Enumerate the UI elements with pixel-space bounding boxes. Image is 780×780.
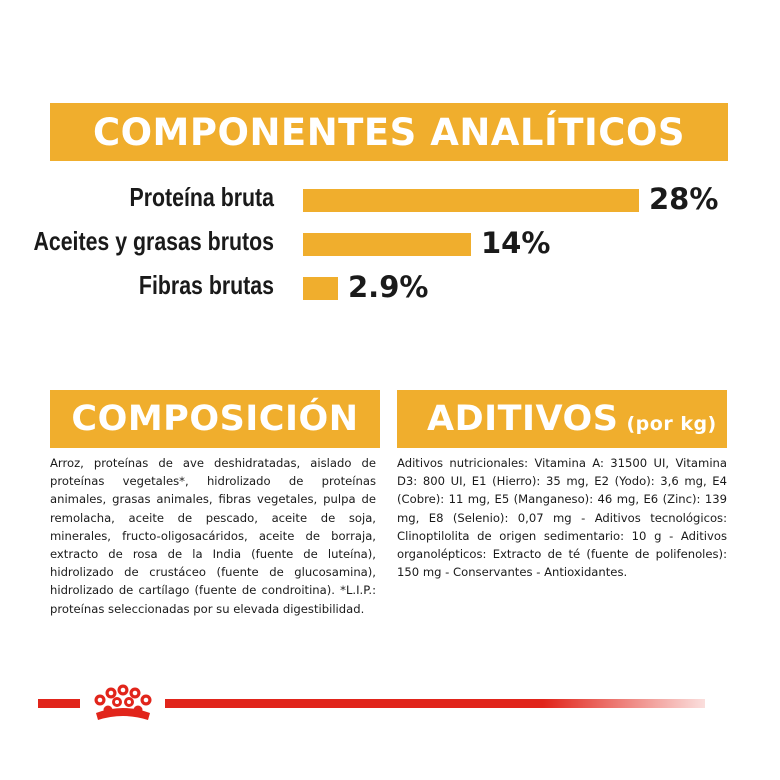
nutrient-label: Aceites y grasas brutos — [33, 226, 274, 256]
nutrient-value: 28% — [649, 182, 719, 216]
footer-line-right — [165, 699, 705, 708]
nutrient-label: Fibras brutas — [138, 270, 274, 300]
crown-icon — [86, 683, 160, 723]
nutrient-value: 14% — [481, 226, 551, 260]
analytic-components-banner — [50, 103, 728, 161]
composition-banner — [50, 390, 380, 448]
additives-subtitle: (por kg) — [626, 413, 717, 435]
nutrient-bar — [303, 189, 639, 212]
analytic-components-title: COMPONENTES ANALÍTICOS — [92, 110, 686, 154]
additives-banner — [397, 390, 727, 448]
footer-line-left — [38, 699, 80, 708]
nutrient-label: Proteína bruta — [129, 182, 274, 212]
nutrient-value: 2.9% — [348, 270, 429, 304]
composition-title: COMPOSICIÓN — [71, 399, 359, 439]
additives-text: Aditivos nutricionales: Vitamina A: 31500 UI, Vitamina D3: 800 UI, E1 (Hierro): 35 mg, E2 (Yodo): 3,6 mg, E4 (Cobre): 11 mg, E5 (Manganeso): 46 mg, E6 (Zinc): 139 mg, E8 (Selenio): 0,07 mg - Aditivos tecnológicos: Clinoptilolita de origen sedimentario: 10 g - Aditivos organolépticos: Extracto de té (fuente de polifenoles): 150 mg - Conservantes - Antioxidantes. — [397, 456, 727, 580]
nutrient-bar — [303, 233, 471, 256]
composition-text: Arroz, proteínas de ave deshidratadas, aislado de proteínas vegetales*, hidrolizado de proteínas animales, grasas animales, fibras vegetales, pulpa de remolacha, aceite de pescado, aceite de soja, minerales, fructo-oligosacáridos, aceite de borraja, extracto de rosa de la India (fuente de luteína), hidrolizado de crustáceo (fuente de glucosamina), hidrolizado de cartílago (fuente de condroitina). *L.I.P.: proteínas seleccionadas por su elevada digestibilidad. — [50, 456, 376, 616]
additives-title: ADITIVOS — [427, 399, 619, 439]
nutrient-bar — [303, 277, 338, 300]
